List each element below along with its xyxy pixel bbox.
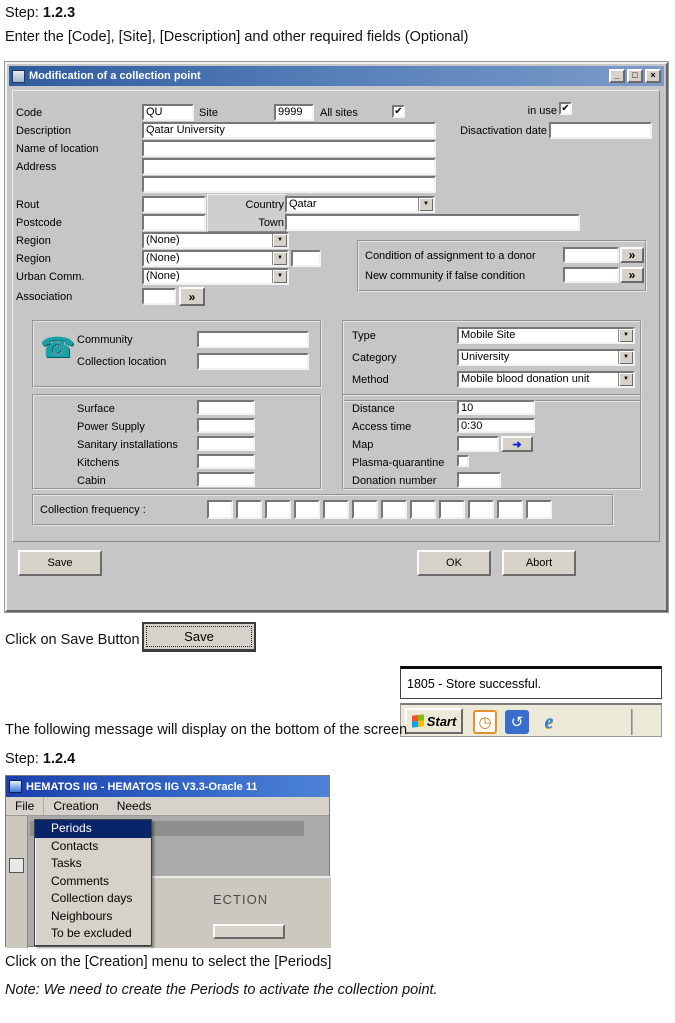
background-clipped-text: ECTION <box>213 892 269 907</box>
windows-logo-icon <box>412 714 424 727</box>
distance-value: 10 <box>461 402 474 414</box>
sanitary-field[interactable] <box>197 436 255 451</box>
cabin-field[interactable] <box>197 472 255 487</box>
start-button[interactable] <box>405 708 463 734</box>
map-label: Map <box>352 439 374 451</box>
region1-dropdown-arrow-icon[interactable]: ▼ <box>272 234 287 247</box>
hematos-toolbar-strip <box>6 816 28 948</box>
click-save-text: Click on Save Button <box>5 632 140 648</box>
step-heading <box>5 5 75 21</box>
map-arrow-button[interactable]: ➜ <box>501 436 533 452</box>
click-creation-text: Click on the [Creation] menu to select the [Periods] <box>5 954 332 970</box>
note-text: Note: We need to create the Periods to activate the collection point. <box>5 982 438 998</box>
frequency-box[interactable] <box>323 500 349 519</box>
kitchens-label: Kitchens <box>77 457 120 469</box>
region2-label: Region <box>16 253 51 265</box>
step2-heading <box>5 751 75 767</box>
in-use-label: in use <box>527 105 557 117</box>
frequency-box[interactable] <box>352 500 378 519</box>
postcode-field[interactable] <box>142 214 206 231</box>
power-supply-field[interactable] <box>197 418 255 433</box>
region1-value: (None) <box>146 234 180 246</box>
community-label: Community <box>77 334 133 346</box>
menu-item-neighbours[interactable]: Neighbours <box>51 908 113 923</box>
menu-item-collection-days[interactable]: Collection days <box>51 891 133 905</box>
step-label: Step: <box>5 5 39 21</box>
type-value: Mobile Site <box>461 329 516 341</box>
association-more-button[interactable]: » <box>179 287 205 306</box>
hematos-titlebar[interactable] <box>6 776 329 797</box>
category-dropdown[interactable] <box>457 349 635 366</box>
frequency-boxes <box>207 500 555 524</box>
type-dropdown-arrow-icon[interactable]: ▼ <box>618 329 633 342</box>
category-value: University <box>461 351 510 363</box>
name-of-location-label: Name of location <box>16 143 99 155</box>
outlook-icon[interactable]: ↺ <box>505 710 529 734</box>
maximize-button[interactable]: □ <box>627 69 643 83</box>
rout-field[interactable] <box>142 196 206 213</box>
new-community-field[interactable] <box>563 267 619 283</box>
frequency-box[interactable] <box>236 500 262 519</box>
all-sites-label: All sites <box>320 107 358 119</box>
condition-label: Condition of assignment to a donor <box>365 250 536 262</box>
postcode-label: Postcode <box>16 217 62 229</box>
frequency-box[interactable] <box>439 500 465 519</box>
method-value: Mobile blood donation unit <box>461 373 590 385</box>
frequency-box[interactable] <box>207 500 233 519</box>
frequency-box[interactable] <box>468 500 494 519</box>
country-dropdown-arrow-icon[interactable]: ▼ <box>418 198 433 211</box>
menu-item-comments[interactable]: Comments <box>51 873 110 888</box>
hematos-background-panel <box>151 876 331 948</box>
menu-file[interactable]: File <box>6 797 44 815</box>
menu-item-to-be-excluded[interactable]: To be excluded <box>51 926 132 940</box>
description-label: Description <box>16 125 72 137</box>
disactivation-date-field[interactable] <box>549 122 652 139</box>
menu-item-tasks[interactable]: Tasks <box>51 856 82 870</box>
address-label: Address <box>16 161 57 173</box>
dialog-icon <box>12 70 25 83</box>
method-dropdown[interactable] <box>457 371 635 388</box>
sanitary-label: Sanitary installations <box>77 439 178 451</box>
save-button-image-label: Save <box>146 626 252 647</box>
access-time-label: Access time <box>352 421 412 433</box>
disactivation-date-label: Disactivation date <box>460 125 547 137</box>
urban-comm-dropdown[interactable] <box>142 268 289 285</box>
map-field[interactable] <box>457 436 499 452</box>
name-of-location-field[interactable] <box>142 140 436 157</box>
urban-comm-label: Urban Comm. <box>16 271 85 283</box>
association-field[interactable] <box>142 288 176 305</box>
dialog-titlebar[interactable] <box>9 66 664 86</box>
address-field-2[interactable] <box>142 176 436 193</box>
abort-button[interactable]: Abort <box>502 550 576 576</box>
collection-location-field[interactable] <box>197 353 309 370</box>
modification-dialog <box>5 62 668 612</box>
collection-frequency-label: Collection frequency : <box>40 504 146 516</box>
country-dropdown[interactable] <box>285 196 435 213</box>
close-button[interactable]: × <box>645 69 661 83</box>
collection-location-label: Collection location <box>77 356 167 368</box>
urban-comm-dropdown-arrow-icon[interactable]: ▼ <box>272 270 287 283</box>
start-label: Start <box>426 713 457 729</box>
distance-field[interactable] <box>457 400 535 415</box>
status-message-box <box>400 666 662 699</box>
region2-code-field[interactable] <box>291 250 321 267</box>
save-button-screenshot[interactable] <box>142 622 256 652</box>
power-supply-label: Power Supply <box>77 421 145 433</box>
clock-icon[interactable]: ◷ <box>473 710 497 734</box>
hematos-app-icon <box>9 780 22 793</box>
hematos-menubar <box>6 797 329 816</box>
code-field[interactable] <box>142 104 194 121</box>
kitchens-field[interactable] <box>197 454 255 469</box>
bottom-message-text: The following message will display on the bottom of the screen <box>5 722 408 738</box>
region2-value: (None) <box>146 252 180 264</box>
instruction-text: Enter the [Code], [Site], [Description] and other required fields (Optional) <box>5 29 469 45</box>
distance-label: Distance <box>352 403 395 415</box>
creation-menu-popup <box>34 819 152 946</box>
region2-dropdown-arrow-icon[interactable]: ▼ <box>272 252 287 265</box>
frequency-box[interactable] <box>294 500 320 519</box>
cabin-label: Cabin <box>77 475 106 487</box>
region1-dropdown[interactable] <box>142 232 289 249</box>
all-sites-checkbox[interactable]: ✔ <box>392 105 405 118</box>
site-label: Site <box>199 107 218 119</box>
menu-item-periods[interactable]: Periods <box>35 820 151 838</box>
code-value: QU <box>146 106 163 118</box>
frequency-box[interactable] <box>265 500 291 519</box>
menu-item-contacts[interactable]: Contacts <box>51 838 99 853</box>
ie-icon[interactable]: e <box>544 710 554 733</box>
site-value: 9999 <box>278 106 303 118</box>
surface-label: Surface <box>77 403 115 415</box>
type-label: Type <box>352 330 376 342</box>
new-community-label: New community if false condition <box>365 270 526 282</box>
plasma-checkbox[interactable] <box>457 455 469 467</box>
code-label: Code <box>16 107 43 119</box>
country-value: Qatar <box>289 198 317 210</box>
description-value: Qatar University <box>146 124 225 136</box>
site-field[interactable] <box>274 104 314 121</box>
method-label: Method <box>352 374 389 386</box>
surface-field[interactable] <box>197 400 255 415</box>
frequency-box[interactable] <box>410 500 436 519</box>
country-label: Country <box>245 199 284 211</box>
region2-dropdown[interactable] <box>142 250 289 267</box>
condition-more-button[interactable]: » <box>620 247 644 263</box>
minimize-button[interactable]: _ <box>609 69 625 83</box>
access-time-value: 0:30 <box>461 420 483 432</box>
address-field-1[interactable] <box>142 158 436 175</box>
hematos-window <box>5 775 330 947</box>
dialog-title: Modification of a collection point <box>29 70 201 82</box>
donation-number-label: Donation number <box>352 475 437 487</box>
condition-field[interactable] <box>563 247 619 263</box>
new-community-more-button[interactable]: » <box>620 267 644 283</box>
category-dropdown-arrow-icon[interactable]: ▼ <box>618 351 633 364</box>
in-use-checkbox[interactable]: ✔ <box>559 102 572 115</box>
region1-label: Region <box>16 235 51 247</box>
status-message: 1805 - Store successful. <box>407 676 542 691</box>
frequency-box[interactable] <box>497 500 523 519</box>
toolbar-icon[interactable] <box>9 858 24 873</box>
urban-comm-value: (None) <box>146 270 180 282</box>
frequency-box[interactable] <box>381 500 407 519</box>
taskbar-screenshot <box>400 703 662 737</box>
town-field[interactable] <box>285 214 580 231</box>
save-button[interactable]: Save <box>18 550 102 576</box>
category-label: Category <box>352 352 397 364</box>
plasma-label: Plasma-quarantine <box>352 457 445 469</box>
hematos-title: HEMATOS IIG - HEMATOS IIG V3.3-Oracle 11 <box>26 780 258 793</box>
access-time-field[interactable] <box>457 418 535 433</box>
association-label: Association <box>16 291 73 303</box>
step-number: 1.2.4 <box>42 751 76 767</box>
community-field[interactable] <box>197 331 309 348</box>
step-number: 1.2.3 <box>42 5 76 21</box>
background-button <box>213 924 285 939</box>
frequency-box[interactable] <box>526 500 552 519</box>
method-dropdown-arrow-icon[interactable]: ▼ <box>618 373 633 386</box>
ok-button[interactable]: OK <box>417 550 491 576</box>
rout-label: Rout <box>16 199 40 211</box>
taskbar-divider <box>631 709 633 735</box>
description-field[interactable] <box>142 122 436 139</box>
step-label: Step: <box>5 751 39 767</box>
type-dropdown[interactable] <box>457 327 635 344</box>
donation-number-field[interactable] <box>457 472 501 488</box>
menu-needs[interactable]: Needs <box>116 799 152 813</box>
menu-creation[interactable]: Creation <box>53 799 99 813</box>
phone-icon: ☎ <box>40 332 75 363</box>
town-label: Town <box>258 217 284 229</box>
